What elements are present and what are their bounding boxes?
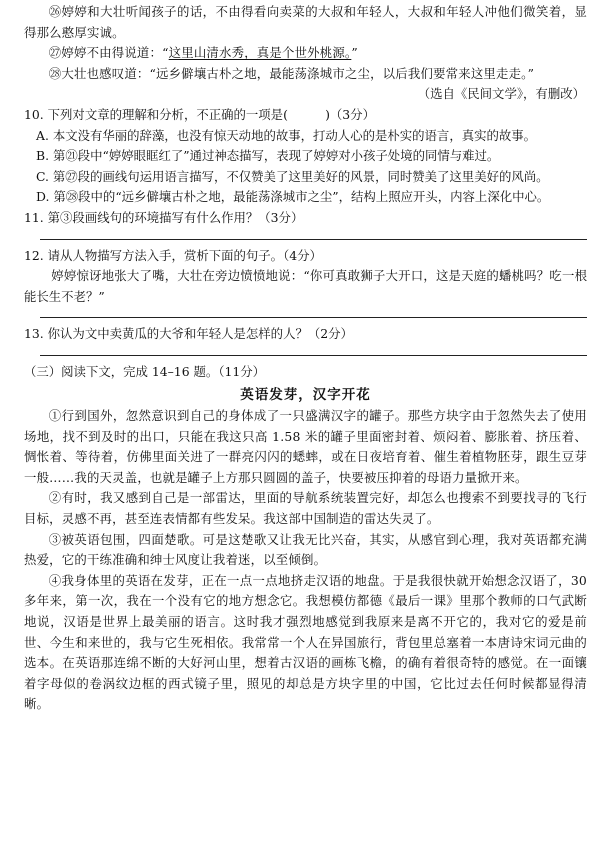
question-11: 11. 第③段画线句的环境描写有什么作用？（3分） — [24, 209, 304, 225]
question-12-quote: 婷婷惊讶地张大了嘴，大壮在旁边愤愤地说：“你可真敢狮子大开口，这是天庭的蟠桃吗？吃一根能长生不老？” — [24, 268, 587, 304]
option-c: C. 第㉗段的画线句运用语言描写，不仅赞美了这里美好的风景，同时赞美了这里美好的风尚。 — [36, 168, 549, 184]
article-paragraph-4: ④我身体里的英语在发芽，正在一点一点地挤走汉语的地盘。于是我很快就开始想念汉语了，30 多年来，第一次，我在一个没有它的地方想念它。我想模仿都德《最后一课》里那个教师的口气武断地说，汉语是世界上最美丽的语言。这时我才强烈地感觉到我原来是离不开它的，我对它的爱是前世、今生和来世的，我与它生死相依。我常常一个人在异国旅行，背包里总塞着一本唐诗宋词元曲的选本。在英语那连绵不断的大好河山里，想着古汉语的画栋飞檐，的确有着很奇特的感觉。在一面镶着字母似的卷涡纹边框的西式镜子里，照见的却总是方块字里的中国，它比过去任何时候都显得清晰。 — [24, 572, 587, 712]
source-note: （选自《民间文学》，有删改） — [417, 86, 585, 102]
paragraph-26: ㉖婷婷和大壮听闻孩子的话，不由得看向卖菜的大叔和年轻人，大叔和年轻人冲他们微笑着，显得那么憨厚实诚。 — [24, 4, 587, 40]
question-10: 10. 下列对文章的理解和分析，不正确的一项是( )（3分） — [24, 106, 375, 122]
option-d: D. 第㉘段中的“远乡僻壤古朴之地，最能荡涤城市之尘”，结构上照应开头，内容上深化中心。 — [36, 189, 550, 205]
section-heading: （三）阅读下文，完成 14–16 题。（11分） — [24, 363, 266, 379]
option-b: B. 第㉑段中“婷婷眼眶红了”通过神态描写，表现了婷婷对小孩子处境的同情与难过。 — [36, 148, 500, 164]
question-12: 12. 请从人物描写方法入手，赏析下面的句子。（4分） — [24, 247, 322, 263]
answer-line — [40, 317, 587, 318]
option-a: A. 本文没有华丽的辞藻，也没有惊天动地的故事，打动人心的是朴实的语言，真实的故事。 — [36, 127, 537, 143]
article-paragraph-3: ③被英语包围，四面楚歌。可是这楚歌又让我无比兴奋，其实，从感官到心理，我对英语都充满热爱，它的干练准确和绅士风度让我着迷，以至倾倒。 — [24, 531, 587, 568]
article-title: 英语发芽，汉字开花 — [240, 386, 371, 403]
question-13: 13. 你认为文中卖黄瓜的大爷和年轻人是怎样的人？（2分） — [24, 326, 353, 342]
answer-line — [40, 239, 587, 240]
paragraph-28: ㉘大壮也感叹道：“远乡僻壤古朴之地，最能荡涤城市之尘，以后我们要常来这里走走。” — [48, 65, 535, 81]
paragraph-27: ㉗婷婷不由得说道：“这里山清水秀，真是个世外桃源。” — [48, 45, 358, 61]
article-paragraph-1: ①行到国外，忽然意识到自己的身体成了一只盛满汉字的罐子。那些方块字由于忽然失去了使用场地，找不到及时的出口，只能在我这只高 1.58 米的罐子里面密封着、烦闷着、膨胀着、挤压着、惆怅着、等待着，仿佛里面关进了一群亮闪闪的蟋蟀，或在日夜培育着、催生着植物胚芽，跟生豆芽一般……我的天灵盖，也就是罐子上方那只圆圆的盖子，快要被压抑着的母语力量掀开来。 — [24, 408, 587, 485]
underlined-sentence-27: 这里山清水秀，真是个世外桃源。 — [168, 45, 352, 61]
article-paragraph-2: ②有时，我又感到自己是一部雷达，里面的导航系统装置完好，却怎么也搜索不到要找寻的飞行目标，灵感不再，甚至连表情都有些发呆。我这部中国制造的雷达失灵了。 — [24, 490, 587, 527]
answer-line — [40, 355, 587, 356]
